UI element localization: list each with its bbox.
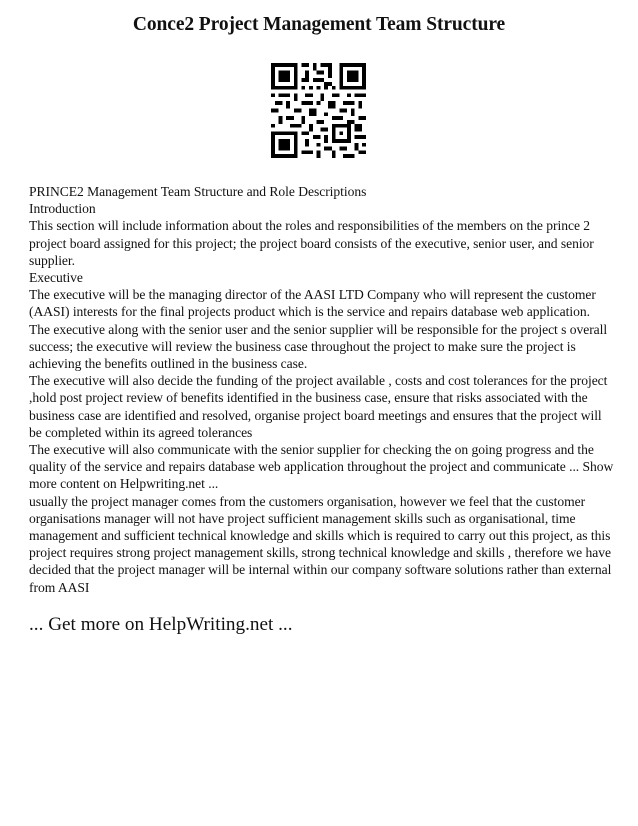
paragraph-executive-funding: The executive will also decide the funding of the project available , costs and cost tolerances for the project ,hold post project review of benefits identified in the business case, ensure that risks associated with the business case are identified and resolved, organise project board meetings and ensures that the project will be completed within its agreed tolerances: [29, 373, 608, 440]
paragraph-executive-role: The executive will be the managing director of the AASI LTD Company who will represent the customer (AASI) interests for the final projects product which is the service and repairs database web application.: [29, 287, 596, 320]
qr-code-icon: [271, 63, 366, 158]
paragraph-executive-responsibility: The executive along with the senior user and the senior supplier will be responsible for the project s overall success; the executive will review the business case throughout the project to make sure the project is achieving the benefits outlined in the business case.: [29, 321, 608, 372]
paragraph-project-manager: usually the project manager comes from the customers organisation, however we feel that the customer organisations manager will not have project sufficient management skills such as organisational, time management and sufficient technical knowledge and skills which is required to carry out this project, as this project requires strong project management skills, strong technical knowledge and skills , therefore we have decided that the project manager will be internal within our company software solutions rather than external from AASI: [29, 493, 612, 595]
section-heading-introduction: Introduction: [29, 201, 96, 217]
paragraph-executive-communication: The executive will also communicate with the senior supplier for checking the on going progress and the quality of the service and repairs database web application throughout the project and communicate ... Show more content on Helpwriting.net ...: [29, 442, 614, 492]
paragraph-introduction: This section will include information about the roles and responsibilities of the members on the prince 2 project board assigned for this project; the project board consists of the executive, senior user, and senior supplier.: [29, 218, 594, 268]
section-heading-role-descriptions: PRINCE2 Management Team Structure and Role Descriptions: [29, 184, 367, 199]
get-more-link[interactable]: ... Get more on HelpWriting.net ...: [29, 614, 293, 635]
section-heading-executive: Executive: [29, 270, 83, 286]
document-body: [29, 183, 614, 596]
document-title: Conce2 Project Management Team Structure: [132, 14, 506, 35]
